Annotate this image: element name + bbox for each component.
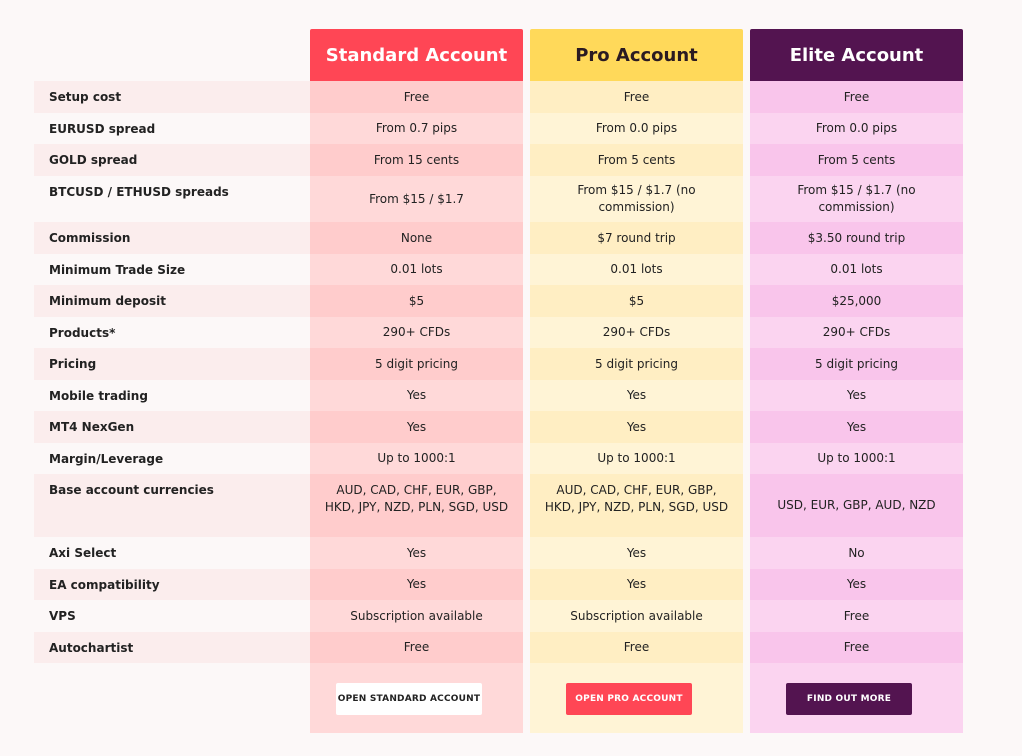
table-cell: Free [750, 81, 963, 113]
table-cell: Yes [406, 545, 427, 560]
row-label: Margin/Leverage [34, 443, 310, 474]
table-cell: Free [843, 608, 870, 623]
table-cell: None [310, 222, 523, 254]
table-cell: Up to 1000:1 [817, 451, 896, 465]
table-cell: $25,000 [750, 285, 963, 317]
row-label: EA compatibility [34, 569, 310, 600]
table-row [34, 317, 963, 348]
row-label: VPS [34, 600, 310, 632]
table-cell: Subscription available [350, 608, 483, 623]
table-row [34, 537, 963, 569]
table-cell: 290+ CFDs [602, 325, 671, 339]
row-label: GOLD spread [34, 144, 310, 176]
row-label: Pricing [34, 348, 310, 380]
table-cell: AUD, CAD, CHF, EUR, GBP, HKD, JPY, NZD, PLN, SGD, USD [530, 474, 743, 537]
table-cell: 5 digit pricing [310, 348, 523, 380]
table-cell: From $15 / $1.7 (no commission) [797, 183, 916, 214]
table-cell: 5 digit pricing [530, 348, 743, 380]
table-row [34, 569, 963, 600]
standard-account-header: Standard Account [310, 29, 523, 81]
table-cell: Free [310, 632, 523, 663]
table-cell: $5 [530, 285, 743, 317]
table-row [34, 632, 963, 663]
table-cell: USD, EUR, GBP, AUD, NZD [750, 474, 963, 537]
row-label: Minimum Trade Size [34, 254, 310, 285]
table-cell: From 0.0 pips [815, 121, 898, 135]
table-cell: Yes [310, 569, 523, 600]
table-cell: From 5 cents [750, 144, 963, 176]
row-label: Products* [34, 317, 310, 348]
open-standard-account-button[interactable]: OPEN STANDARD ACCOUNT [336, 683, 482, 715]
table-row [34, 176, 963, 222]
row-label: Autochartist [34, 632, 310, 663]
row-label: Setup cost [34, 81, 310, 113]
table-cell: Yes [310, 411, 523, 443]
table-cell: Yes [406, 388, 427, 402]
table-cell: From 15 cents [310, 144, 523, 176]
elite-account-header: Elite Account [750, 29, 963, 81]
table-cell: From 5 cents [530, 144, 743, 176]
table-cell: AUD, CAD, CHF, EUR, GBP, HKD, JPY, NZD, PLN, SGD, USD [310, 474, 523, 537]
table-cell: 0.01 lots [390, 262, 443, 276]
table-row [34, 113, 963, 144]
table-row [34, 222, 963, 254]
table-cell: 290+ CFDs [382, 325, 451, 339]
table-cell: Up to 1000:1 [597, 451, 676, 465]
table-cell: Yes [750, 569, 963, 600]
table-row [34, 285, 963, 317]
table-row [34, 380, 963, 411]
table-cell: Yes [626, 388, 647, 402]
table-cell: Free [750, 632, 963, 663]
table-cell: From 0.0 pips [595, 121, 678, 135]
table-cell: Free [530, 81, 743, 113]
row-label: EURUSD spread [34, 113, 310, 144]
row-label: MT4 NexGen [34, 411, 310, 443]
table-cell: Subscription available [570, 608, 703, 623]
row-label: Commission [34, 222, 310, 254]
table-cell: $5 [310, 285, 523, 317]
table-cell: Free [530, 632, 743, 663]
table-row [34, 474, 963, 537]
table-cell: 0.01 lots [830, 262, 883, 276]
table-cell: Free [310, 81, 523, 113]
table-cell: From $15 / $1.7 [369, 191, 464, 206]
table-cell: $7 round trip [530, 222, 743, 254]
table-cell: From 0.7 pips [375, 121, 458, 135]
row-label: Axi Select [34, 537, 310, 569]
open-pro-account-button[interactable]: OPEN PRO ACCOUNT [566, 683, 692, 715]
table-cell: Yes [750, 411, 963, 443]
table-cell: Yes [530, 569, 743, 600]
table-cell: Yes [530, 411, 743, 443]
table-cell: $3.50 round trip [750, 222, 963, 254]
find-out-more-button[interactable]: FIND OUT MORE [786, 683, 912, 715]
row-label: Base account currencies [34, 474, 310, 537]
row-label: Mobile trading [34, 380, 310, 411]
table-row [34, 144, 963, 176]
table-row [34, 411, 963, 443]
table-cell: From $15 / $1.7 (no commission) [577, 183, 696, 214]
table-cell: 290+ CFDs [822, 325, 891, 339]
row-label: Minimum deposit [34, 285, 310, 317]
table-row [34, 254, 963, 285]
table-row [34, 81, 963, 113]
table-row [34, 443, 963, 474]
table-row [34, 600, 963, 632]
pro-account-header: Pro Account [530, 29, 743, 81]
table-cell: 5 digit pricing [750, 348, 963, 380]
table-cell: 0.01 lots [610, 262, 663, 276]
table-cell: Up to 1000:1 [377, 451, 456, 465]
table-cell: No [848, 545, 865, 560]
row-label: BTCUSD / ETHUSD spreads [34, 176, 310, 222]
table-cell: Yes [846, 388, 867, 402]
table-row [34, 348, 963, 380]
table-cell: Yes [626, 545, 647, 560]
